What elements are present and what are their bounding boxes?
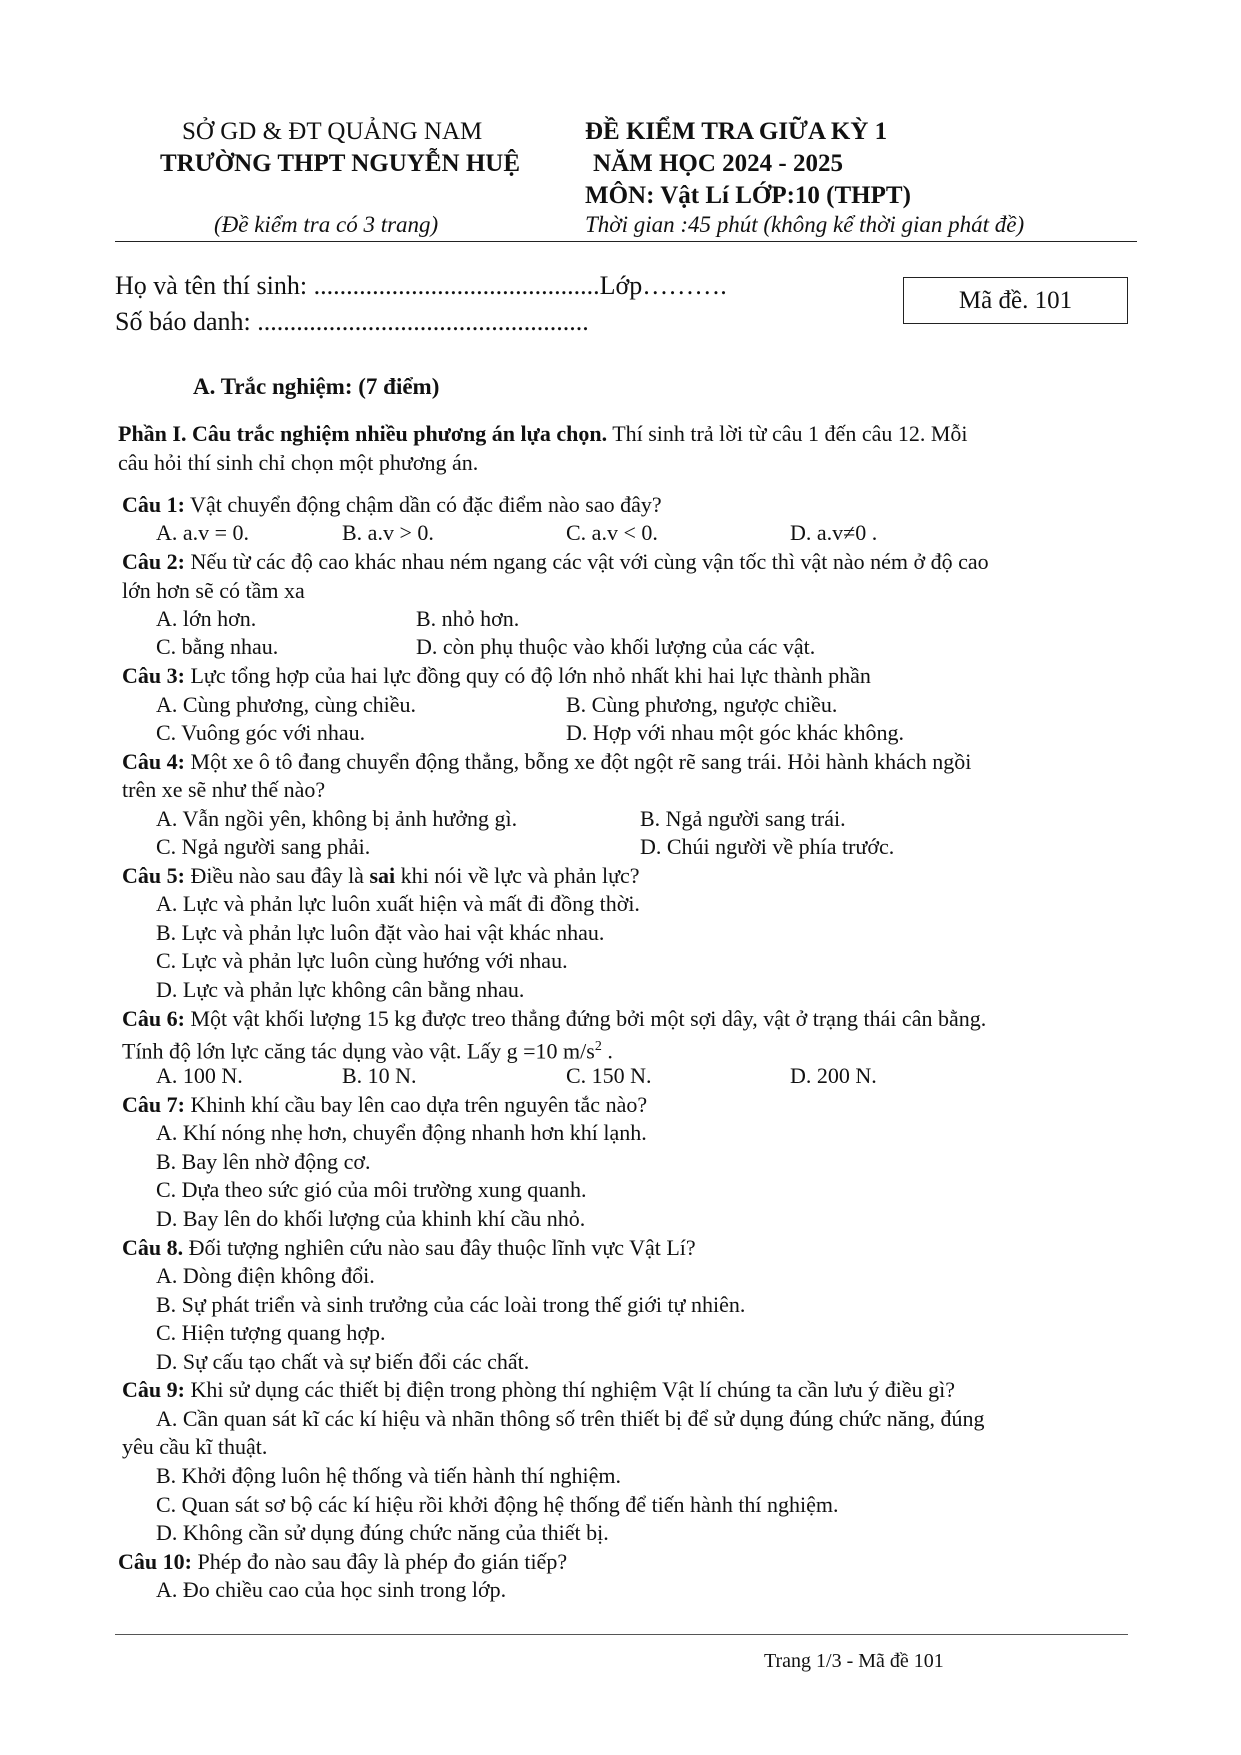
q2-text-line2: lớn hơn sẽ có tầm xa (122, 578, 305, 603)
part-title: Phần I. Câu trắc nghiệm nhiều phương án lựa chọn. (118, 421, 608, 446)
q4-option-d: D. Chúi người về phía trước. (640, 834, 895, 859)
part-instructions-text: Thí sinh trả lời từ câu 1 đến câu 12. Mỗi (607, 421, 968, 446)
q9-option-d: D. Không cần sử dụng đúng chức năng của thiết bị. (156, 1520, 609, 1545)
question-label: Câu 10: (118, 1549, 192, 1574)
question-text: Phép đo nào sau đây là phép đo gián tiếp? (191, 1549, 568, 1574)
question-emphasis: sai (369, 863, 396, 888)
question-text: Một xe ô tô đang chuyển động thẳng, bỗng xe đột ngột rẽ sang trái. Hỏi hành khách ngồi (184, 749, 972, 774)
page-footer: Trang 1/3 - Mã đề 101 (764, 1650, 944, 1672)
q4-option-c: C. Ngả người sang phải. (156, 834, 371, 859)
question-4 (122, 748, 971, 776)
q5-option-d: D. Lực và phản lực không cân bằng nhau. (156, 977, 525, 1002)
question-label: Câu 7: (122, 1092, 185, 1117)
school-name: TRƯỜNG THPT NGUYỄN HUỆ (160, 150, 520, 177)
q2-option-a: A. lớn hơn. (156, 606, 257, 631)
q7-option-d: D. Bay lên do khối lượng của khinh khí cầu nhỏ. (156, 1206, 586, 1231)
question-label: Câu 6: (122, 1006, 185, 1031)
q1-option-c: C. a.v < 0. (566, 520, 658, 545)
question-label: Câu 4: (122, 749, 185, 774)
part-instructions (118, 421, 968, 447)
q7-option-c: C. Dựa theo sức gió của môi trường xung quanh. (156, 1177, 587, 1202)
question-5 (122, 862, 640, 890)
q5-option-a: A. Lực và phản lực luôn xuất hiện và mất đi đồng thời. (156, 891, 640, 916)
question-text-line2: Tính độ lớn lực căng tác dụng vào vật. Lấy g =10 m/s (122, 1038, 595, 1064)
q9-option-a: A. Cần quan sát kĩ các kí hiệu và nhãn thông số trên thiết bị để sử dụng đúng chức năng, đúng (156, 1406, 985, 1431)
q3-option-d: D. Hợp với nhau một góc khác không. (566, 720, 904, 745)
question-6 (122, 1005, 986, 1033)
q7-option-b: B. Bay lên nhờ động cơ. (156, 1149, 371, 1174)
q3-option-c: C. Vuông góc với nhau. (156, 720, 366, 745)
student-id-line: Số báo danh: ................................................... (115, 307, 589, 336)
question-label: Câu 8. (122, 1235, 184, 1260)
q4-option-b: B. Ngả người sang trái. (640, 806, 846, 831)
q2-option-c: C. bằng nhau. (156, 634, 279, 659)
time-line: Thời gian :45 phút (không kể thời gian phát đề) (585, 212, 1025, 237)
exam-code-box (903, 277, 1128, 324)
question-7 (122, 1091, 647, 1119)
question-text-end: . (601, 1038, 613, 1064)
q6-option-d: D. 200 N. (790, 1063, 877, 1088)
q3-option-a: A. Cùng phương, cùng chiều. (156, 692, 417, 717)
q10-option-a: A. Đo chiều cao của học sinh trong lớp. (156, 1577, 507, 1602)
header-divider (115, 241, 1137, 242)
question-9 (122, 1376, 955, 1404)
q8-option-d: D. Sự cấu tạo chất và sự biến đổi các chất. (156, 1349, 530, 1374)
question-text: Khi sử dụng các thiết bị điện trong phòng thí nghiệm Vật lí chúng ta cần lưu ý điều gì? (184, 1377, 956, 1402)
q8-option-b: B. Sự phát triển và sinh trưởng của các loài trong thế giới tự nhiên. (156, 1292, 746, 1317)
question-label: Câu 5: (122, 863, 185, 888)
question-text: Một vật khối lượng 15 kg được treo thẳng đứng bởi một sợi dây, vật ở trạng thái cân bằng. (184, 1006, 987, 1031)
footer-divider (115, 1634, 1128, 1635)
q1-option-b: B. a.v > 0. (342, 520, 434, 545)
q5-option-b: B. Lực và phản lực luôn đặt vào hai vật khác nhau. (156, 920, 605, 945)
question-2 (122, 548, 989, 576)
q6-option-c: C. 150 N. (566, 1063, 652, 1088)
q6-text-line2 (122, 1033, 613, 1065)
part-instructions-line2: câu hỏi thí sinh chỉ chọn một phương án. (118, 450, 479, 475)
q1-option-d: D. a.v≠0 . (790, 520, 878, 545)
school-year: NĂM HỌC 2024 - 2025 (593, 150, 843, 177)
pages-note: (Đề kiểm tra có 3 trang) (214, 212, 439, 237)
question-label: Câu 3: (122, 663, 185, 688)
question-text: Vật chuyển động chậm dần có đặc điểm nào sao đây? (184, 492, 662, 517)
q9-option-b: B. Khởi động luôn hệ thống và tiến hành thí nghiệm. (156, 1463, 622, 1488)
q1-option-a: A. a.v = 0. (156, 520, 250, 545)
q2-option-b: B. nhỏ hơn. (416, 606, 520, 631)
q4-option-a: A. Vẫn ngồi yên, không bị ảnh hưởng gì. (156, 806, 518, 831)
q6-option-a: A. 100 N. (156, 1063, 243, 1088)
question-text: Lực tổng hợp của hai lực đồng quy có độ lớn nhỏ nhất khi hai lực thành phần (184, 663, 871, 688)
superscript: 2 (594, 1039, 602, 1054)
q5-option-c: C. Lực và phản lực luôn cùng hướng với nhau. (156, 948, 568, 973)
question-label: Câu 2: (122, 549, 185, 574)
subject-line: MÔN: Vật Lí LỚP:10 (THPT) (585, 182, 911, 209)
q9-option-c: C. Quan sát sơ bộ các kí hiệu rồi khởi động hệ thống để tiến hành thí nghiệm. (156, 1492, 839, 1517)
question-text: Đối tượng nghiên cứu nào sau đây thuộc lĩnh vực Vật Lí? (183, 1235, 696, 1260)
question-3 (122, 662, 871, 690)
section-title: A. Trắc nghiệm: (7 điểm) (193, 374, 440, 399)
question-text: Điều nào sau đây là (184, 863, 370, 888)
question-label: Câu 9: (122, 1377, 185, 1402)
department-name: SỞ GD & ĐT QUẢNG NAM (182, 118, 483, 145)
question-1 (122, 491, 662, 519)
question-text-end: khi nói về lực và phản lực? (395, 863, 640, 888)
q4-text-line2: trên xe sẽ như thế nào? (122, 777, 326, 802)
q8-option-a: A. Dòng điện không đổi. (156, 1263, 375, 1288)
exam-title: ĐỀ KIỂM TRA GIỮA KỲ 1 (585, 118, 888, 145)
q7-option-a: A. Khí nóng nhẹ hơn, chuyển động nhanh hơn khí lạnh. (156, 1120, 647, 1145)
question-10 (118, 1548, 567, 1576)
q6-option-b: B. 10 N. (342, 1063, 417, 1088)
q8-option-c: C. Hiện tượng quang hợp. (156, 1320, 386, 1345)
question-8 (122, 1234, 696, 1262)
student-name-line: Họ và tên thí sinh: ............................................Lớp………. (115, 271, 727, 300)
question-text: Nếu từ các độ cao khác nhau ném ngang các vật với cùng vận tốc thì vật nào ném ở độ cao (184, 549, 989, 574)
q2-option-d: D. còn phụ thuộc vào khối lượng của các vật. (416, 634, 816, 659)
q9-option-a-line2: yêu cầu kĩ thuật. (122, 1434, 268, 1459)
exam-code: Mã đề. 101 (958, 286, 1073, 314)
q3-option-b: B. Cùng phương, ngược chiều. (566, 692, 838, 717)
question-label: Câu 1: (122, 492, 185, 517)
question-text: Khinh khí cầu bay lên cao dựa trên nguyên tắc nào? (184, 1092, 648, 1117)
